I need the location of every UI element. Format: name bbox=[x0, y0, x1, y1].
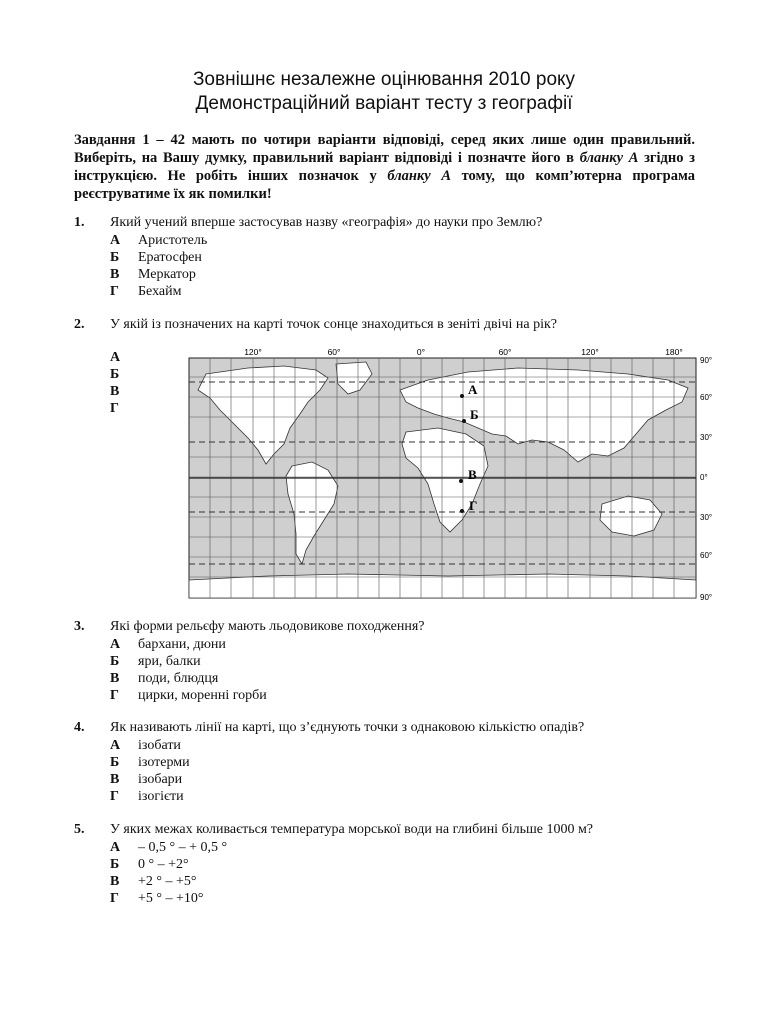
option-letter: Г bbox=[110, 284, 119, 299]
option-letter: В bbox=[110, 671, 120, 686]
question-number: 1. bbox=[74, 215, 85, 230]
option-letter: Г bbox=[110, 891, 119, 906]
option-text: яри, балки bbox=[138, 654, 201, 669]
option-text: бархани, дюни bbox=[138, 637, 226, 652]
question-number: 3. bbox=[74, 619, 85, 634]
option-letter: Б bbox=[110, 857, 120, 872]
lat-label-30n: 30° bbox=[700, 433, 713, 442]
option-text: поди, блюдця bbox=[138, 671, 219, 686]
option-text: +2 ° – +5° bbox=[138, 874, 197, 889]
instructions-text-2: згідно з інструкцією. Не робіть інших позначок у bbox=[74, 150, 695, 184]
lon-label-120e: 120° bbox=[581, 347, 599, 357]
option-text: 0 ° – +2° bbox=[138, 857, 189, 872]
lat-label-60n: 60° bbox=[700, 393, 713, 402]
lon-label-60e: 60° bbox=[498, 347, 512, 357]
instructions-paragraph bbox=[74, 131, 695, 203]
page-title-line-1: Зовнішнє незалежне оцінювання 2010 року bbox=[192, 69, 576, 90]
lon-label-60w: 60° bbox=[327, 347, 341, 357]
lon-label-180: 180° bbox=[665, 347, 683, 357]
option-text: +5 ° – +10° bbox=[138, 891, 204, 906]
lat-label-60s: 60° bbox=[700, 551, 713, 560]
option-text: Ератосфен bbox=[138, 250, 202, 265]
option-letter: В bbox=[110, 267, 120, 282]
instructions-text-1: Завдання 1 – 42 мають по чотири варіанти відповіді, серед яких лише один правильний. Виберіть, на Вашу думку, правильний варіант відповіді і позначте його в bbox=[74, 132, 695, 166]
question-text: У яких межах коливається температура морської води на глибині більше 1000 м? bbox=[110, 822, 594, 837]
instructions-blank-a-1: бланку А bbox=[579, 150, 639, 166]
lat-label-90s: 90° bbox=[700, 593, 713, 602]
option-text: Аристотель bbox=[138, 233, 208, 248]
option-text: ізобати bbox=[138, 738, 181, 753]
option-letter: А bbox=[110, 233, 121, 248]
point-g-label: Г bbox=[469, 498, 478, 513]
option-text: цирки, моренні горби bbox=[138, 688, 267, 703]
option-letter: А bbox=[110, 350, 121, 365]
question-text: Як називають лінії на карті, що з’єднують точки з однаковою кількістю опадів? bbox=[110, 720, 585, 735]
point-v-dot bbox=[459, 479, 463, 483]
option-letter: Б bbox=[110, 250, 120, 265]
point-g-dot bbox=[460, 509, 464, 513]
question-text: Які форми рельєфу мають льодовикове походження? bbox=[110, 619, 425, 634]
option-letter: А bbox=[110, 840, 121, 855]
question-number: 2. bbox=[74, 317, 85, 332]
option-letter: В bbox=[110, 384, 120, 399]
question-number: 5. bbox=[74, 822, 85, 837]
option-text: ізогієти bbox=[138, 789, 184, 804]
lat-label-0: 0° bbox=[700, 473, 708, 482]
option-letter: Б bbox=[110, 654, 120, 669]
option-text: Меркатор bbox=[138, 267, 196, 282]
option-letter: В bbox=[110, 772, 120, 787]
option-text: – 0,5 ° – + 0,5 ° bbox=[138, 840, 228, 855]
option-text: Бехайм bbox=[138, 284, 182, 299]
instructions-text-3: тому, що комп’ютерна програма реєструватиме їх як помилки! bbox=[74, 168, 696, 202]
point-a-label: А bbox=[468, 382, 478, 397]
lat-label-30s: 30° bbox=[700, 513, 713, 522]
option-letter: Г bbox=[110, 789, 119, 804]
point-a-dot bbox=[460, 394, 464, 398]
option-text: ізотерми bbox=[138, 755, 190, 770]
antarctica bbox=[189, 574, 696, 598]
point-v-label: В bbox=[468, 467, 477, 482]
page-title-line-2: Демонстраційний варіант тесту з географії bbox=[195, 93, 573, 114]
question-text: Який учений вперше застосував назву «географія» до науки про Землю? bbox=[110, 215, 543, 230]
lon-label-120w: 120° bbox=[244, 347, 262, 357]
lat-label-90n: 90° bbox=[700, 356, 713, 365]
option-letter: Г bbox=[110, 401, 119, 416]
point-b-dot bbox=[462, 419, 466, 423]
option-letter: Г bbox=[110, 688, 119, 703]
option-text: ізобари bbox=[138, 772, 183, 787]
lon-label-0: 0° bbox=[416, 347, 426, 357]
option-letter: В bbox=[110, 874, 120, 889]
option-letter: А bbox=[110, 738, 121, 753]
option-letter: Б bbox=[110, 755, 120, 770]
question-number: 4. bbox=[74, 720, 85, 735]
option-letter: Б bbox=[110, 367, 120, 382]
world-map-svg bbox=[188, 344, 728, 606]
instructions-blank-a-2: бланку А bbox=[387, 168, 452, 184]
option-letter: А bbox=[110, 637, 121, 652]
question-text: У якій із позначених на карті точок сонце знаходиться в зеніті двічі на рік? bbox=[110, 317, 558, 332]
point-b-label: Б bbox=[470, 407, 479, 422]
world-map bbox=[188, 344, 728, 606]
